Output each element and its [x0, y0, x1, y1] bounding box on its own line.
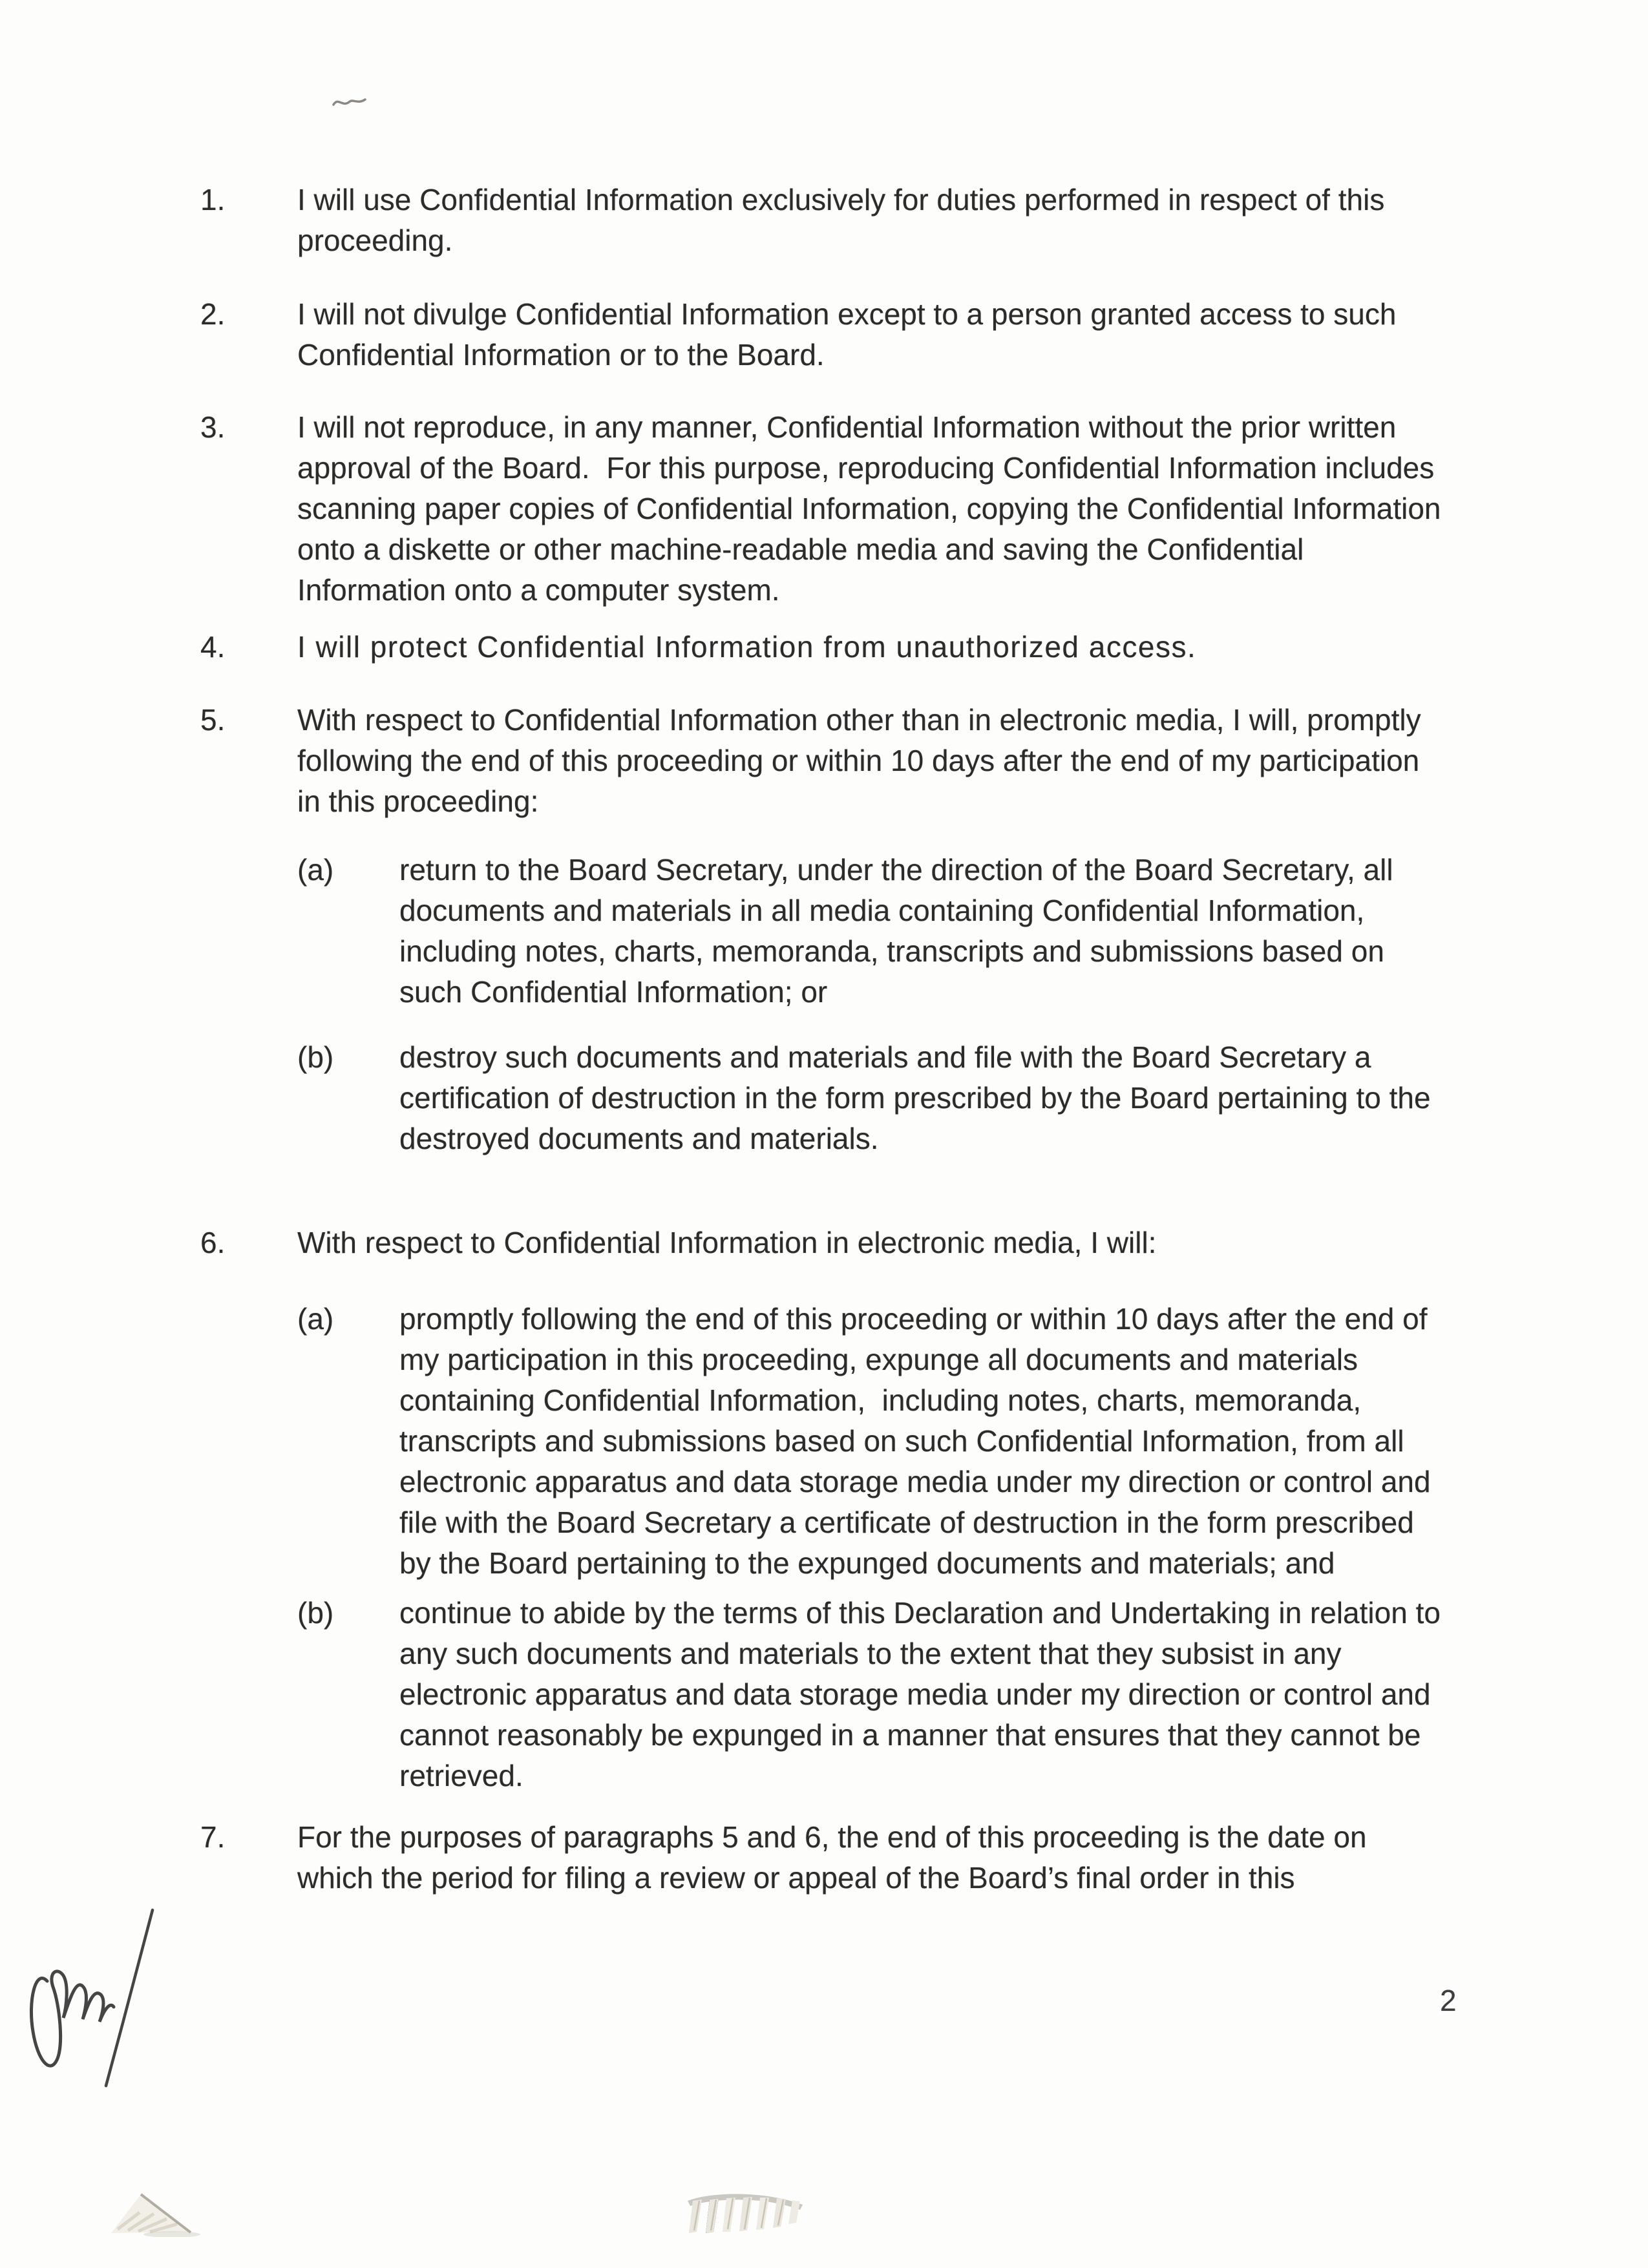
paragraph-line: proceeding. [297, 224, 453, 257]
paragraph-line: following the end of this proceeding or within 10 days after the end of my participation [297, 744, 1420, 777]
paragraph-line: retrieved. [399, 1759, 523, 1792]
paragraph-number: 2. [200, 297, 226, 331]
paragraph-line: such Confidential Information; or [399, 975, 828, 1009]
paragraph-line: in this proceeding: [297, 784, 539, 818]
paragraph-line: I will protect Confidential Information from unauthorized access. [297, 630, 1197, 664]
subparagraph-5b [297, 1037, 1564, 1159]
paragraph-3 [200, 407, 1564, 611]
paragraph-line: cannot reasonably be expunged in a manner that ensures that they cannot be [399, 1718, 1421, 1752]
paragraph-line: For the purposes of paragraphs 5 and 6, the end of this proceeding is the date on [297, 1820, 1367, 1854]
paragraph-line: onto a diskette or other machine-readable media and saving the Confidential [297, 532, 1304, 566]
paragraph-body [297, 700, 1564, 1159]
paragraph-line: file with the Board Secretary a certificate of destruction in the form prescribed [399, 1506, 1414, 1539]
paragraph-line: destroy such documents and materials and file with the Board Secretary a [399, 1040, 1371, 1074]
paragraph-line: any such documents and materials to the extent that they subsist in any [399, 1637, 1342, 1670]
subparagraph-body [399, 1037, 1564, 1159]
paragraph-line: scanning paper copies of Confidential Information, copying the Confidential Information [297, 492, 1441, 525]
subparagraph-label: (b) [297, 1596, 334, 1630]
paragraph-6 [200, 1223, 1564, 1796]
paragraph-body [297, 407, 1564, 611]
paragraph-line: promptly following the end of this proceeding or within 10 days after the end of [399, 1302, 1428, 1336]
paragraph-4 [200, 627, 1564, 667]
paragraph-line: Information onto a computer system. [297, 573, 780, 607]
paragraph-line: certification of destruction in the form prescribed by the Board pertaining to the [399, 1081, 1431, 1115]
paragraph-number: 7. [200, 1820, 226, 1854]
paragraph-line: electronic apparatus and data storage media under my direction or control and [399, 1465, 1431, 1498]
page-number: 2 [1440, 1984, 1457, 2017]
paragraph-number: 4. [200, 630, 226, 664]
paragraph-line: approval of the Board. For this purpose, reproducing Confidential Information includes [297, 451, 1435, 485]
subparagraph-label: (b) [297, 1040, 334, 1074]
paragraph-line: I will not divulge Confidential Information except to a person granted access to such [297, 297, 1397, 331]
paragraph-number: 3. [200, 410, 226, 444]
paragraph-body [297, 1817, 1564, 1898]
document-body [200, 180, 1564, 1898]
paragraph-line: return to the Board Secretary, under the direction of the Board Secretary, all [399, 853, 1393, 887]
paragraph-body [297, 627, 1564, 667]
paragraph-body [297, 180, 1564, 261]
paragraph-line: transcripts and submissions based on such Confidential Information, from all [399, 1424, 1404, 1458]
paragraph-line: electronic apparatus and data storage media under my direction or control and [399, 1677, 1431, 1711]
paragraph-line: I will not reproduce, in any manner, Confidential Information without the prior written [297, 410, 1397, 444]
subparagraph-5a [297, 850, 1564, 1013]
paragraph-line: containing Confidential Information, including notes, charts, memoranda, [399, 1383, 1362, 1417]
subparagraph-6a [297, 1299, 1564, 1584]
paragraph-number: 6. [200, 1226, 226, 1259]
paragraph-line: documents and materials in all media containing Confidential Information, [399, 894, 1365, 927]
paragraph-7 [200, 1817, 1564, 1898]
subparagraph-body [399, 850, 1564, 1013]
paragraph-line: continue to abide by the terms of this Declaration and Undertaking in relation to [399, 1596, 1441, 1630]
paragraph-2 [200, 294, 1564, 375]
subparagraph-6b [297, 1593, 1564, 1796]
paragraph-number: 5. [200, 703, 226, 737]
paragraph-line: which the period for filing a review or appeal of the Board’s final order in this [297, 1861, 1295, 1895]
paragraph-5 [200, 700, 1564, 1159]
scan-artifact-right [685, 2189, 807, 2236]
subparagraph-body [399, 1593, 1564, 1796]
paragraph-line: With respect to Confidential Information in electronic media, I will: [297, 1226, 1157, 1259]
paragraph-line: Confidential Information or to the Board. [297, 338, 825, 372]
paragraph-list [200, 180, 1564, 1898]
signature-initials [29, 1905, 165, 2095]
subparagraph-body [399, 1299, 1564, 1584]
subparagraph-label: (a) [297, 1302, 334, 1336]
paragraph-body [297, 294, 1564, 375]
paragraph-line: by the Board pertaining to the expunged documents and materials; and [399, 1546, 1335, 1580]
paragraph-body [297, 1223, 1564, 1796]
paragraph-line: I will use Confidential Information exclusively for duties performed in respect of this [297, 183, 1385, 216]
paragraph-number: 1. [200, 183, 226, 216]
scan-artifact-left [102, 2190, 200, 2237]
pen-squiggle-mark [332, 94, 368, 111]
paragraph-line: With respect to Confidential Information other than in electronic media, I will, promptly [297, 703, 1421, 737]
paragraph-line: destroyed documents and materials. [399, 1122, 879, 1155]
paragraph-1 [200, 180, 1564, 261]
subparagraph-label: (a) [297, 853, 334, 887]
paragraph-line: my participation in this proceeding, expunge all documents and materials [399, 1343, 1358, 1376]
paragraph-line: including notes, charts, memoranda, transcripts and submissions based on [399, 934, 1384, 968]
